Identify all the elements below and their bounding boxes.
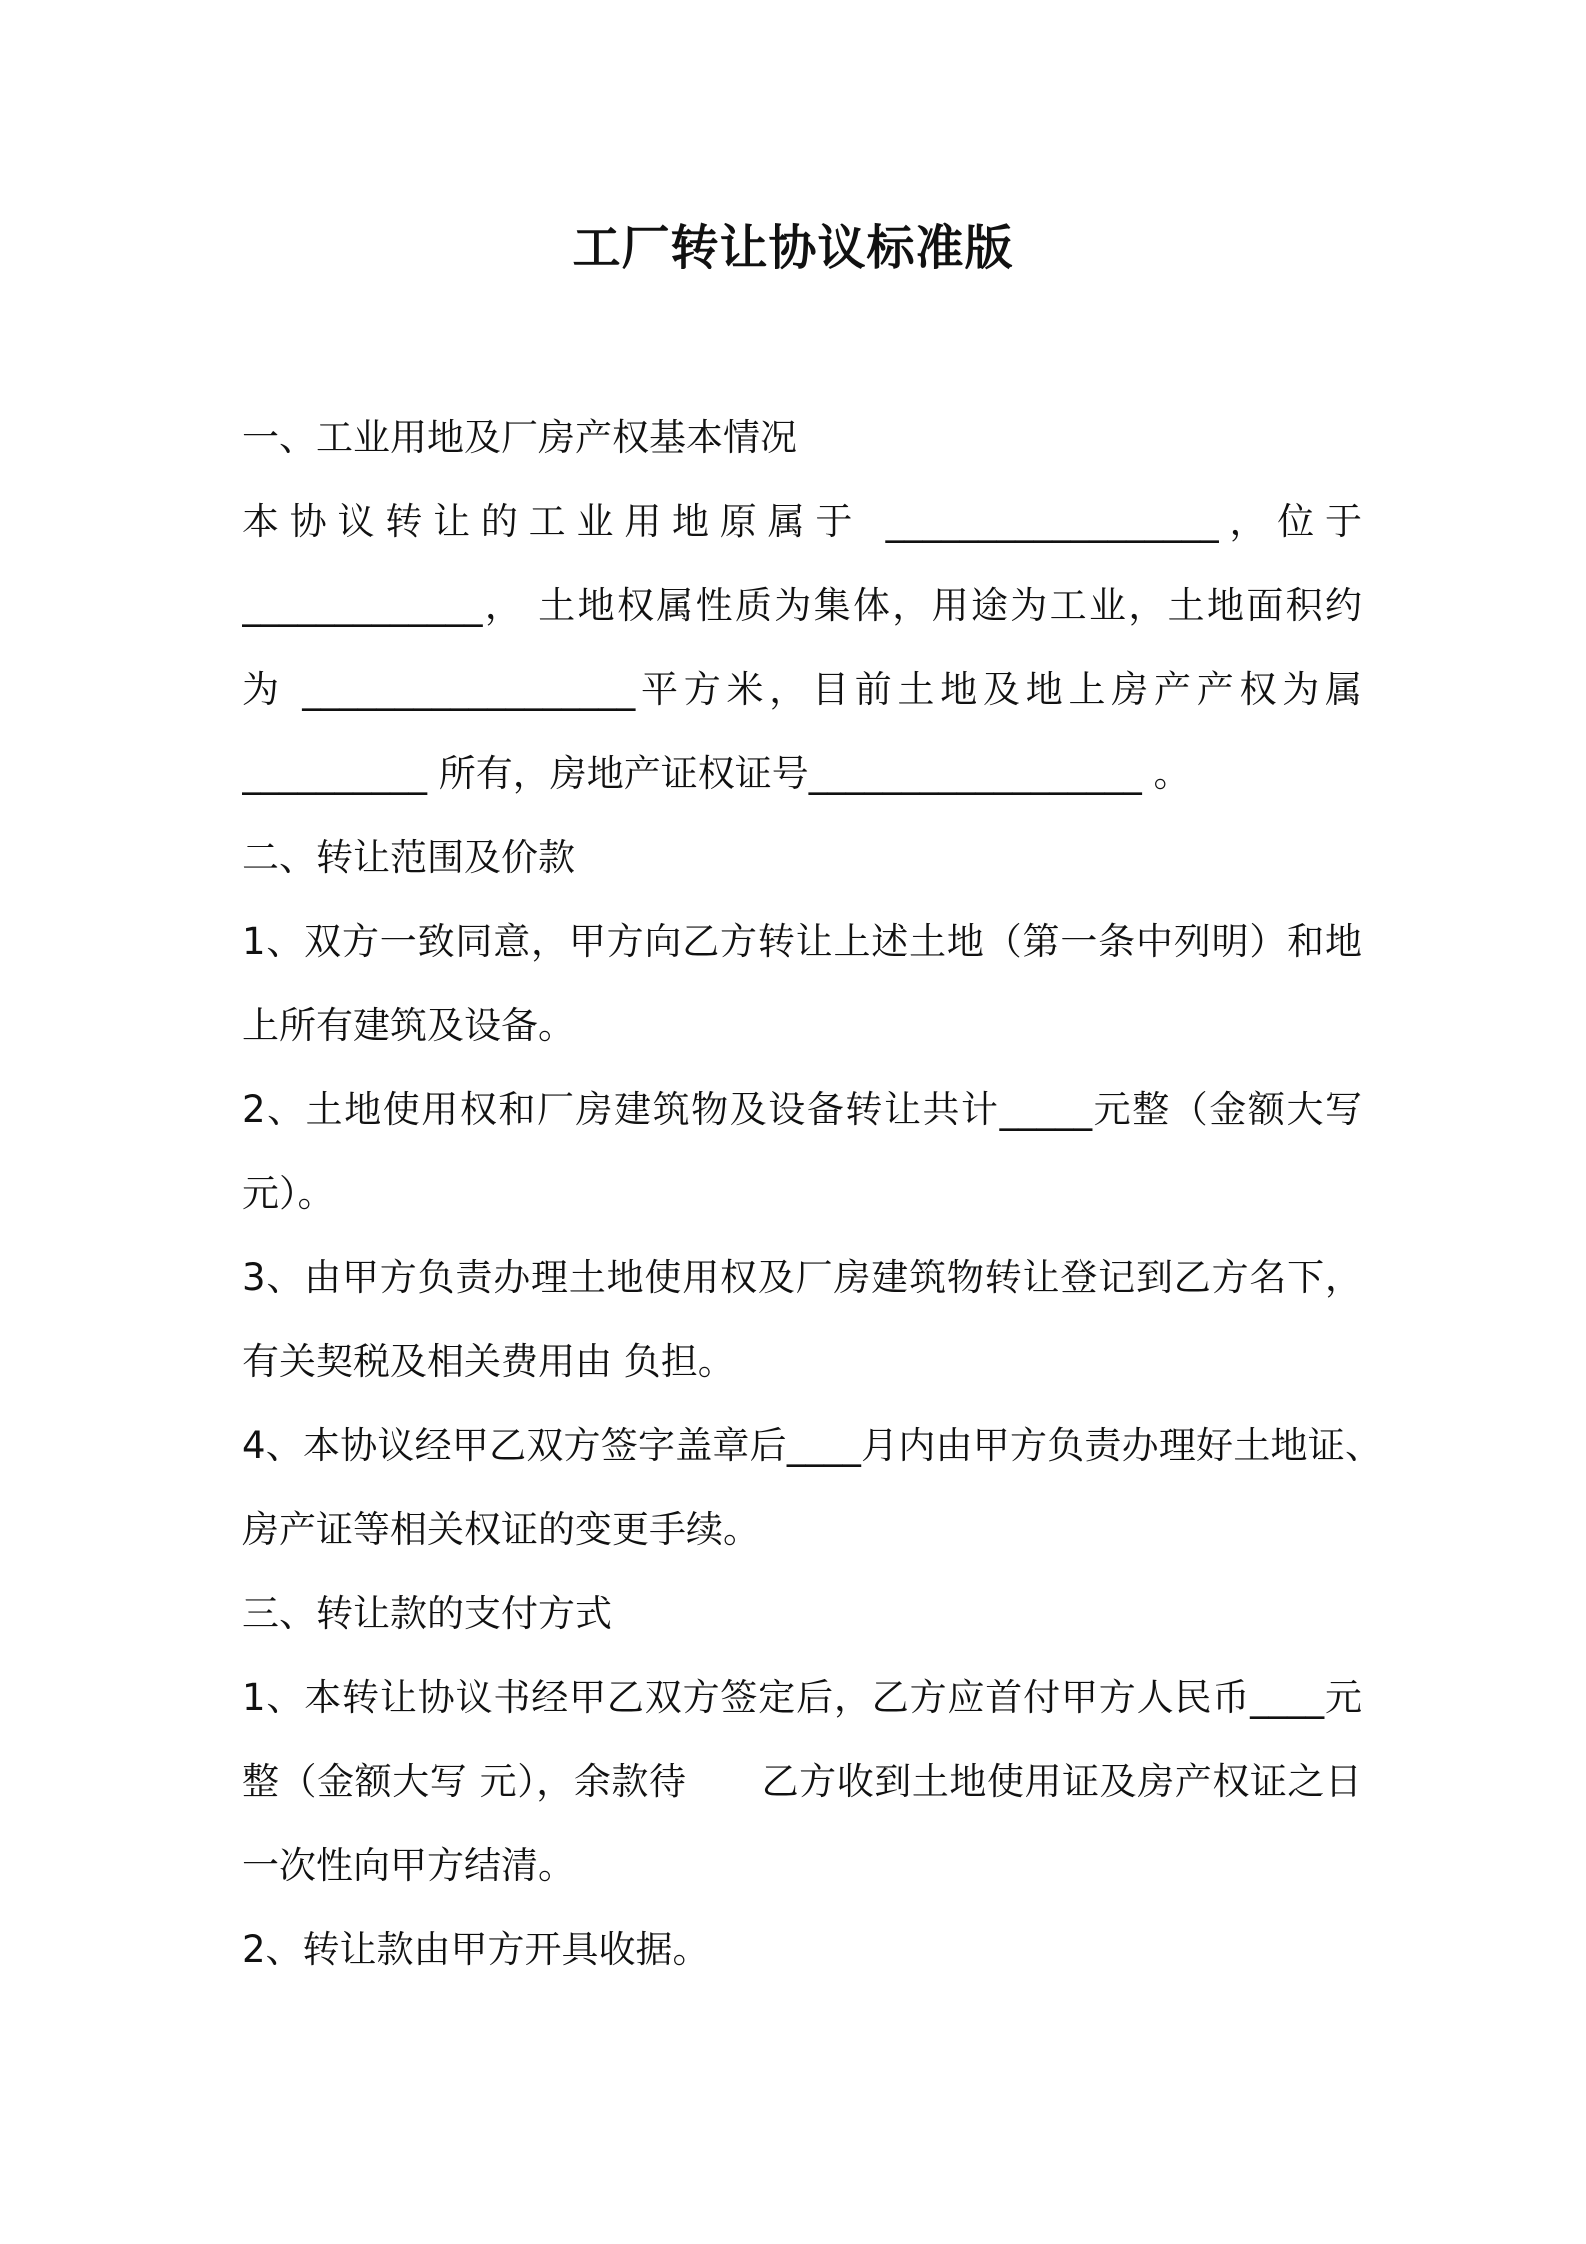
- paragraph-line: 元）。: [242, 1172, 335, 1215]
- paragraph-line: 整（金额大写 元），余款待 乙方收到土地使用证及房产权证之日: [242, 1760, 1362, 1803]
- paragraph-line: 为 __________________平方米，目前土地及地上房产产权为属: [242, 668, 1362, 711]
- paragraph-line: 上所有建筑及设备。: [242, 1004, 575, 1047]
- paragraph-line: 本协议转让的工业用地原属于 __________________，位于: [242, 500, 1362, 543]
- paragraph-line: 1、本转让协议书经甲乙双方签定后，乙方应首付甲方人民币____元: [242, 1676, 1362, 1719]
- paragraph-line: 3、由甲方负责办理土地使用权及厂房建筑物转让登记到乙方名下，: [242, 1256, 1362, 1299]
- paragraph-line: 2、转让款由甲方开具收据。: [242, 1928, 710, 1971]
- document-title: 工厂转让协议标准版: [572, 220, 1014, 276]
- paragraph-line: 有关契税及相关费用由 负担。: [242, 1340, 735, 1383]
- paragraph-line: _____________， 土地权属性质为集体，用途为工业，土地面积约: [242, 584, 1362, 627]
- paragraph-line: 房产证等相关权证的变更手续。: [242, 1508, 760, 1551]
- section-heading-3: 三、转让款的支付方式: [242, 1592, 612, 1635]
- paragraph-line: 一次性向甲方结清。: [242, 1844, 575, 1887]
- paragraph-line: 1、双方一致同意，甲方向乙方转让上述土地（第一条中列明）和地: [242, 920, 1362, 963]
- paragraph-line: 4、本协议经甲乙双方签字盖章后____月内由甲方负责办理好土地证、: [242, 1424, 1382, 1467]
- section-heading-1: 一、工业用地及厂房产权基本情况: [242, 416, 797, 459]
- section-heading-2: 二、转让范围及价款: [242, 836, 575, 879]
- paragraph-line: __________ 所有，房地产证权证号__________________ 。: [242, 752, 1191, 795]
- paragraph-line: 2、土地使用权和厂房建筑物及设备转让共计_____元整（金额大写: [242, 1088, 1362, 1131]
